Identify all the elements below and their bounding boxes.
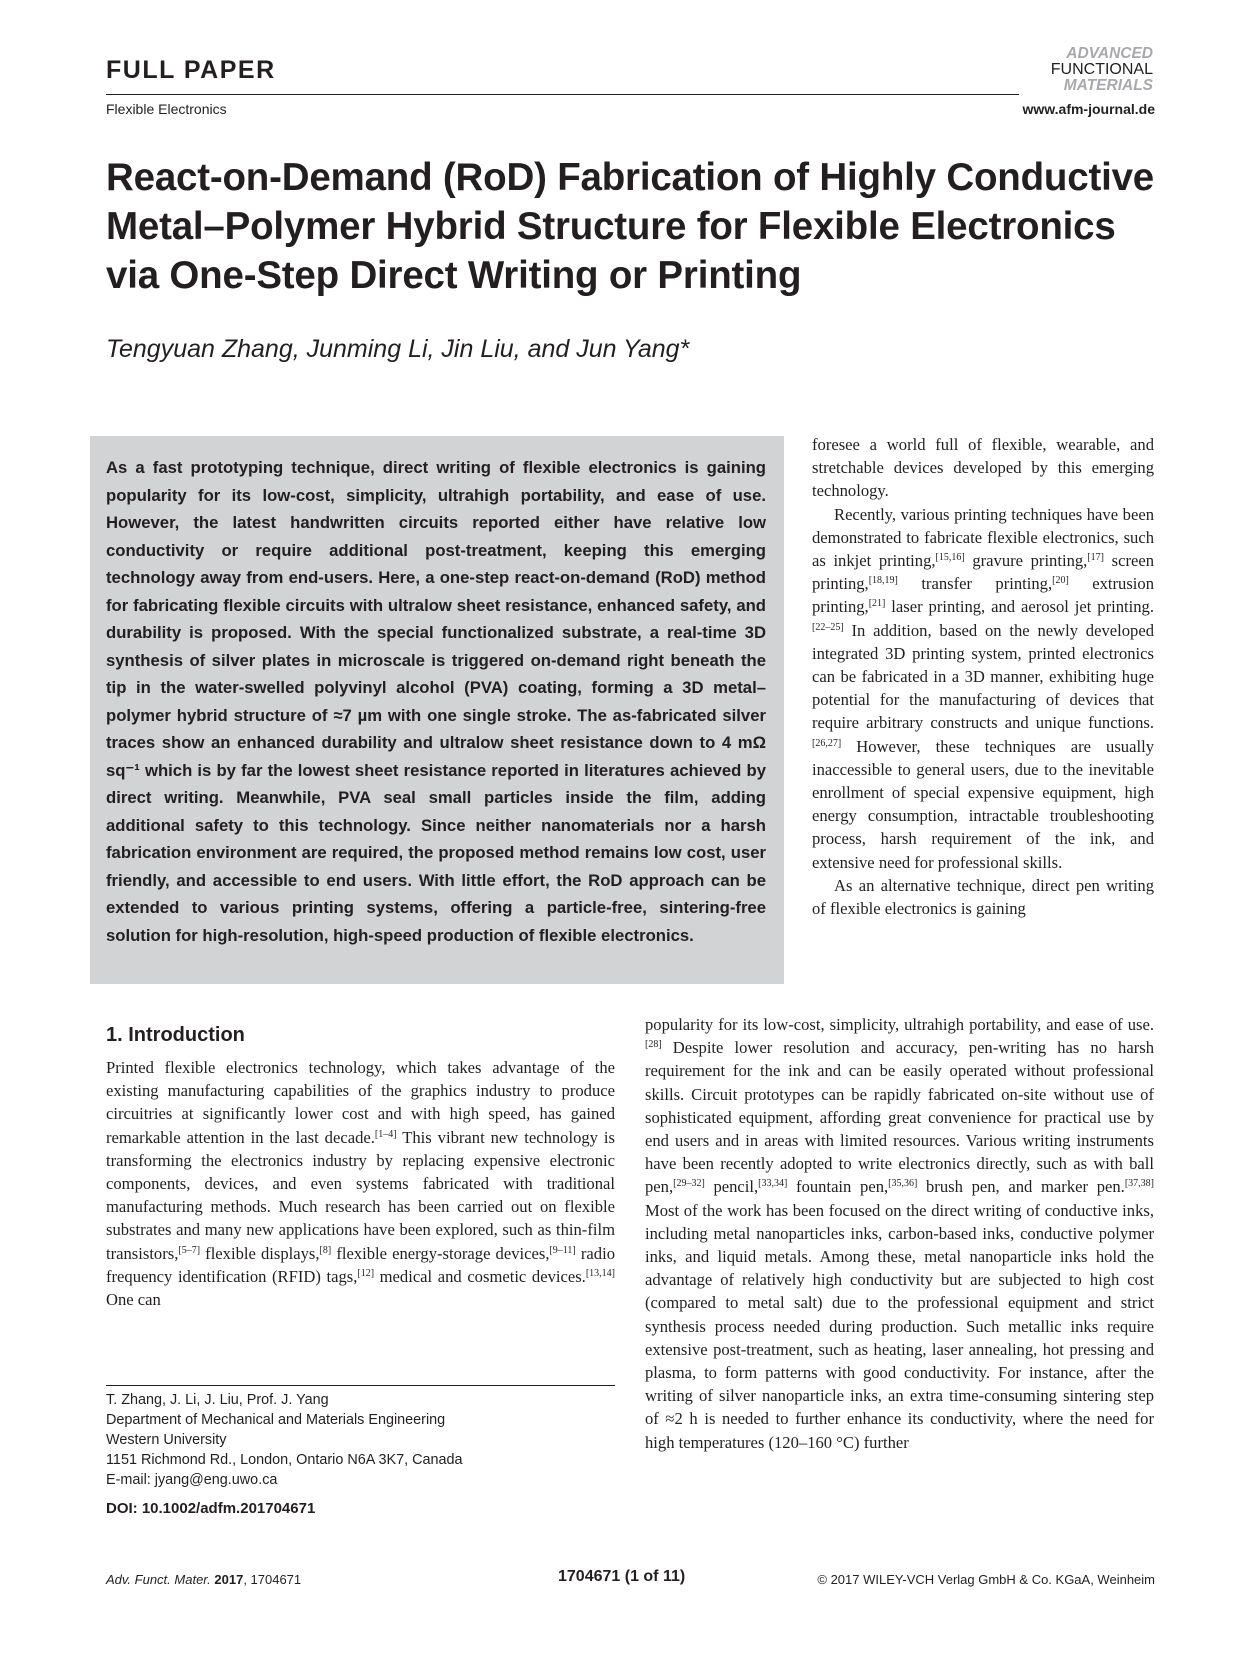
affiliation-university: Western University bbox=[106, 1432, 227, 1448]
citation[interactable]: [1–4] bbox=[374, 1128, 397, 1140]
citation[interactable]: [21] bbox=[868, 598, 886, 610]
journal-url[interactable]: www.afm-journal.de bbox=[1022, 101, 1155, 117]
paragraph-text: extrusion printing, bbox=[812, 574, 1154, 617]
citation[interactable]: [28] bbox=[645, 1039, 662, 1051]
logo-line-advanced: ADVANCED bbox=[1066, 45, 1153, 62]
abstract-text: As a fast prototyping technique, direct writing of flexible electronics is gaining popularity for its low-cost, simplicity, ultrahigh portability, and ease of use. However, the latest handwritten circuits reported either have relative low conductivity or require additional post-treatment, keeping this emerging technology away from end-users. Here, a one-step react-on-demand (RoD) method for fabricating flexible circuits with ultralow sheet resistance, enhanced safety, and durability is proposed. With the special functionalized substrate, a real-time 3D synthesis of silver plates in microscale is triggered on-demand right beneath the tip in the water-swelled polyvinyl alcohol (PVA) coating, forming a 3D metal–polymer hybrid structure of ≈7 µm with one single stroke. The as-fabricated silver traces show an enhanced durability and ultralow sheet resistance down to 4 mΩ sq⁻¹ which is by far the lowest sheet resistance reported in literatures achieved by direct writing. Meanwhile, PVA seal small particles inside the film, adding additional safety to this technology. Since neither nanomaterials nor a harsh fabrication environment are required, the proposed method remains low cost, user friendly, and accessible to end users. With little effort, the RoD approach can be extended to various printing systems, offering a particle-free, sintering-free solution for high-resolution, high-speed production of flexible electronics. bbox=[106, 458, 766, 945]
logo-line-materials: MATERIALS bbox=[1063, 77, 1153, 94]
paragraph-text: popularity for its low-cost, simplicity, ultrahigh portability, and ease of use. bbox=[645, 1015, 1154, 1034]
paragraph: foresee a world full of flexible, wearable, and stretchable devices developed by this emerging technology. bbox=[812, 435, 1154, 501]
citation[interactable]: [33,34] bbox=[758, 1178, 788, 1190]
citation[interactable]: [9–11] bbox=[549, 1244, 576, 1256]
footnote-rule bbox=[106, 1385, 615, 1386]
paragraph-text: In addition, based on the newly developed integrated 3D printing system, printed electronics can be fabricated in a 3D manner, exhibiting huge potential for the manufacturing of devices that require arbitrary constructs and unique functions. bbox=[812, 620, 1154, 733]
affiliation-department: Department of Mechanical and Materials Engineering bbox=[106, 1412, 446, 1428]
right-column-top bbox=[812, 433, 1154, 920]
journal-logo bbox=[1024, 44, 1155, 94]
right-column-bottom bbox=[645, 1013, 1154, 1454]
citation[interactable]: [15,16] bbox=[935, 552, 965, 564]
footer-journal: Adv. Funct. Mater. bbox=[106, 1572, 211, 1587]
doi[interactable]: DOI: 10.1002/adfm.201704671 bbox=[106, 1500, 316, 1517]
author-affiliation bbox=[106, 1390, 463, 1490]
paragraph-text: flexible displays, bbox=[200, 1243, 320, 1263]
citation[interactable]: [5–7] bbox=[178, 1244, 201, 1256]
citation[interactable]: [22–25] bbox=[812, 621, 844, 633]
footer-copyright: © 2017 WILEY-VCH Verlag GmbH & Co. KGaA, Weinheim bbox=[817, 1572, 1155, 1587]
footer-citation bbox=[106, 1572, 301, 1587]
header-rule bbox=[106, 94, 1019, 95]
logo-line-functional: FUNCTIONAL bbox=[1050, 61, 1153, 78]
paragraph-text: medical and cosmetic devices. bbox=[374, 1266, 586, 1286]
citation[interactable]: [35,36] bbox=[888, 1178, 918, 1190]
paragraph-text: fountain pen, bbox=[787, 1177, 889, 1197]
citation[interactable]: [8] bbox=[319, 1244, 332, 1256]
paragraph-text: This vibrant new technology is transforming the electronics industry by replacing expensive electronic components, devices, and even systems fabricated with traditional manufacturing methods. Much research has been carried out on flexible substrates and many new applications have been explored, such as thin-film transistors, bbox=[106, 1127, 615, 1263]
paragraph-text: transfer printing, bbox=[897, 574, 1053, 594]
citation[interactable]: [17] bbox=[1087, 552, 1104, 564]
article-authors: Tengyuan Zhang, Junming Li, Jin Liu, and Jun Yang* bbox=[106, 335, 690, 363]
citation[interactable]: [29–32] bbox=[673, 1178, 705, 1190]
paragraph bbox=[812, 503, 1154, 874]
paragraph-text: One can bbox=[106, 1290, 161, 1310]
paragraph-text: Recently, various printing techniques have been demonstrated to fabricate flexible electronics, such as inkjet printing, bbox=[812, 504, 1154, 571]
affiliation-email[interactable]: E-mail: jyang@eng.uwo.ca bbox=[106, 1472, 278, 1488]
paragraph-text: radio frequency identification (RFID) tags, bbox=[106, 1243, 615, 1286]
paragraph-text: pencil, bbox=[704, 1177, 759, 1197]
paragraph-text: flexible energy-storage devices, bbox=[331, 1243, 550, 1263]
paragraph-text: However, these techniques are usually inaccessible to general users, due to the inevitable enrollment of special expensive equipment, high energy consumption, intractable troubleshooting process, harsh requirement of the ink, and extensive need for professional skills. bbox=[812, 736, 1154, 872]
citation[interactable]: [12] bbox=[357, 1267, 375, 1279]
citation[interactable]: [18,19] bbox=[868, 575, 898, 587]
paragraph-text: Printed flexible electronics technology, which takes advantage of the existing manufacturing capabilities of the graphics industry to produce circuitries at significantly lower cost and with high speed, has gained remarkable attention in the last decade. bbox=[106, 1058, 615, 1147]
citation[interactable]: [20] bbox=[1052, 575, 1069, 587]
citation[interactable]: [26,27] bbox=[812, 737, 842, 749]
full-paper-label: FULL PAPER bbox=[106, 56, 276, 84]
paragraph-text: Most of the work has been focused on the direct writing of conductive inks, including metal nanoparticles inks, carbon-based inks, conductive polymer inks, and liquid metals. Among these, metal nanoparticle inks hold the advantage of relatively high conductivity but are subjected to high cost (compared to metal salt) due to the professional equipment and strict synthesis process needed during production. Such metallic inks require extensive post-treatment, such as heating, laser annealing, hot pressing and plasma, to form patterns with good conductivity. For instance, after the writing of silver nanoparticle inks, an extra time-consuming sintering step of ≈2 h is needed to further enhance its conductivity, where the need for high temperatures (120–160 °C) further bbox=[645, 1200, 1154, 1452]
paragraph-text: Despite lower resolution and accuracy, pen-writing has no harsh requirement for the ink and can be easily operated without professional skills. Circuit prototypes can be rapidly fabricated on-site without use of sophisticated equipment, affording great convenience for practical use by end users and in areas with limited resources. Various writing instruments have been recently adopted to write electronics directly, such as with ball pen, bbox=[645, 1038, 1154, 1197]
footer-year: 2017 bbox=[214, 1572, 244, 1587]
affiliation-address: 1151 Richmond Rd., London, Ontario N6A 3K7, Canada bbox=[106, 1452, 463, 1468]
footer-article: , 1704671 bbox=[243, 1572, 302, 1587]
paragraph-text: brush pen, and marker pen. bbox=[917, 1177, 1125, 1197]
paragraph-text: gravure printing, bbox=[964, 551, 1088, 571]
section-label: Flexible Electronics bbox=[106, 101, 227, 117]
footer-page-number: 1704671 (1 of 11) bbox=[558, 1568, 686, 1585]
introduction-paragraph bbox=[106, 1056, 615, 1311]
affiliation-names: T. Zhang, J. Li, J. Liu, Prof. J. Yang bbox=[106, 1392, 329, 1408]
paragraph-text: screen printing, bbox=[812, 551, 1154, 594]
article-title: React-on-Demand (RoD) Fabrication of Highly Conductive Metal–Polymer Hybrid Structure for Flexible Electronics via One-Step Direct Writing or Printing bbox=[106, 156, 1154, 297]
paragraph-text: laser printing, and aerosol jet printing. bbox=[885, 597, 1154, 617]
citation[interactable]: [37,38] bbox=[1124, 1178, 1154, 1190]
paragraph: As an alternative technique, direct pen writing of flexible electronics is gaining bbox=[812, 875, 1154, 919]
citation[interactable]: [13,14] bbox=[585, 1267, 615, 1279]
paragraph bbox=[645, 1013, 1154, 1454]
section-heading-introduction: 1. Introduction bbox=[106, 1024, 245, 1046]
